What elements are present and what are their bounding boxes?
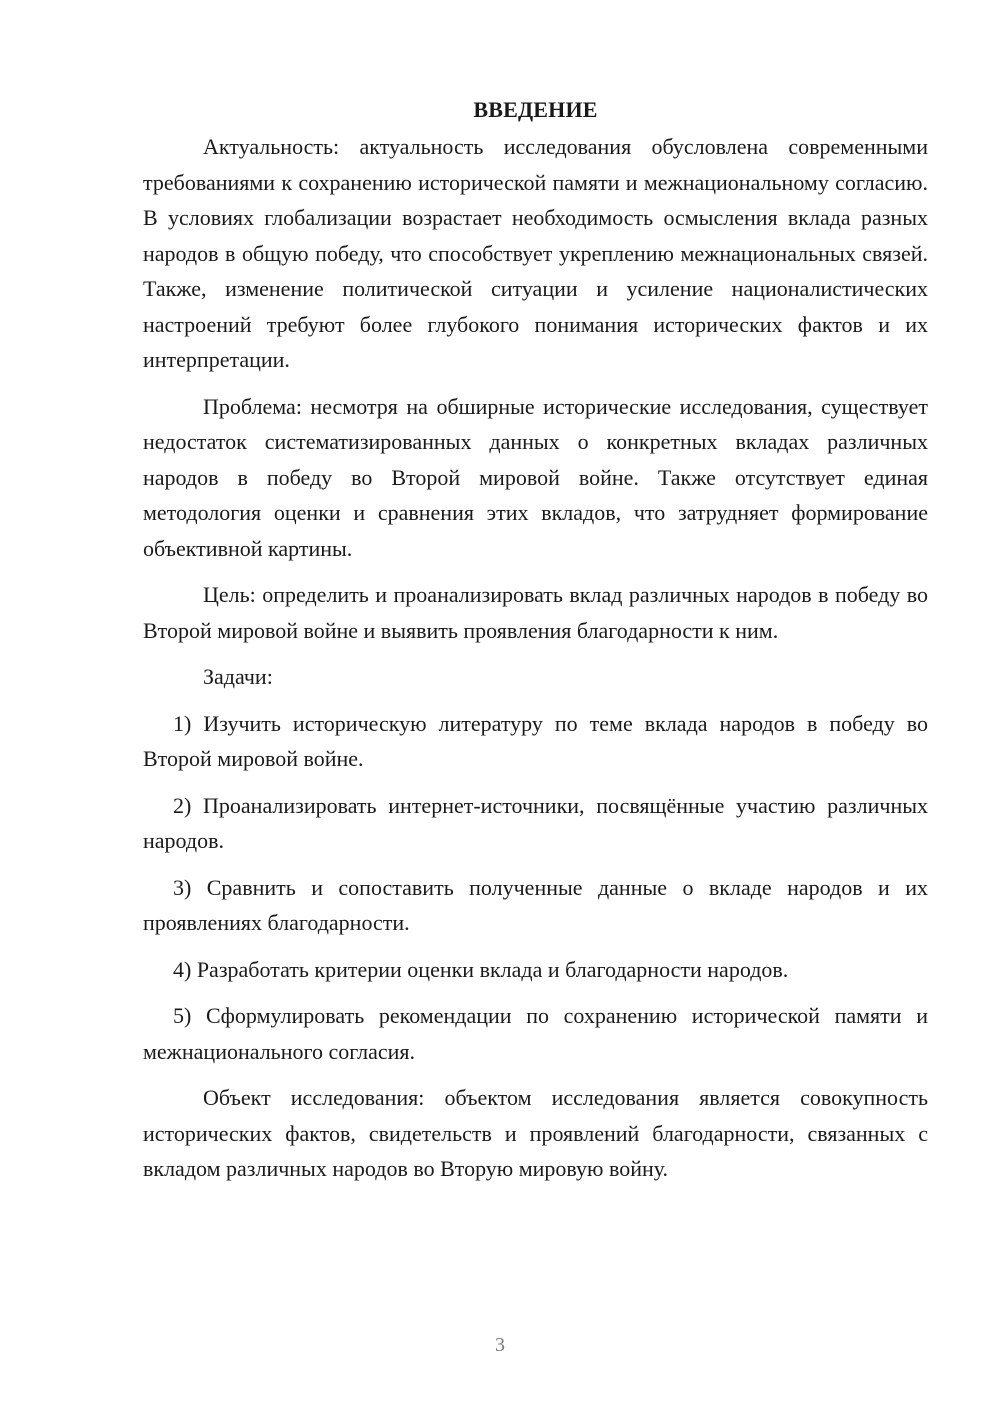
- goal-paragraph: Цель: определить и проанализировать вклад различных народов в победу во Второй мировой войне и выявить проявления благодарности к ним.: [143, 582, 928, 643]
- tasks-label: Задачи:: [203, 664, 273, 689]
- task-item-5: 5) Сформулировать рекомендации по сохранению исторической памяти и межнационального согласия.: [143, 1003, 928, 1064]
- page-title: ВВЕДЕНИЕ: [473, 97, 598, 122]
- task-item-2: 2) Проанализировать интернет-источники, посвящённые участию различных народов.: [143, 792, 928, 853]
- problem-paragraph: Проблема: несмотря на обширные исторические исследования, существует недостаток систематизированных данных о конкретных вкладах различных народов в победу во Второй мировой войне. Также отсутствует единая методология оценки и сравнения этих вкладов, что затрудняет формирование объективной картины.: [143, 393, 928, 561]
- page-number: 3: [495, 1334, 505, 1356]
- task-item-3: 3) Сравнить и сопоставить полученные данные о вкладе народов и их проявлениях благодарности.: [143, 874, 928, 935]
- object-paragraph: Объект исследования: объектом исследования является совокупность исторических фактов, свидетельств и проявлений благодарности, связанных с вкладом различных народов во Вторую мировую войну.: [143, 1085, 928, 1181]
- relevance-paragraph: Актуальность: актуальность исследования обусловлена современными требованиями к сохранению исторической памяти и межнациональному согласию. В условиях глобализации возрастает необходимость осмысления вклада разных народов в общую победу, что способствует укреплению межнациональных связей. Также, изменение политической ситуации и усиление националистических настроений требуют более глубокого понимания исторических фактов и их интерпретации.: [143, 134, 928, 372]
- task-item-4: 4) Разработать критерии оценки вклада и благодарности народов.: [173, 956, 789, 982]
- task-item-1: 1) Изучить историческую литературу по теме вклада народов в победу во Второй мировой войне.: [143, 710, 928, 771]
- document-page: [143, 92, 928, 1187]
